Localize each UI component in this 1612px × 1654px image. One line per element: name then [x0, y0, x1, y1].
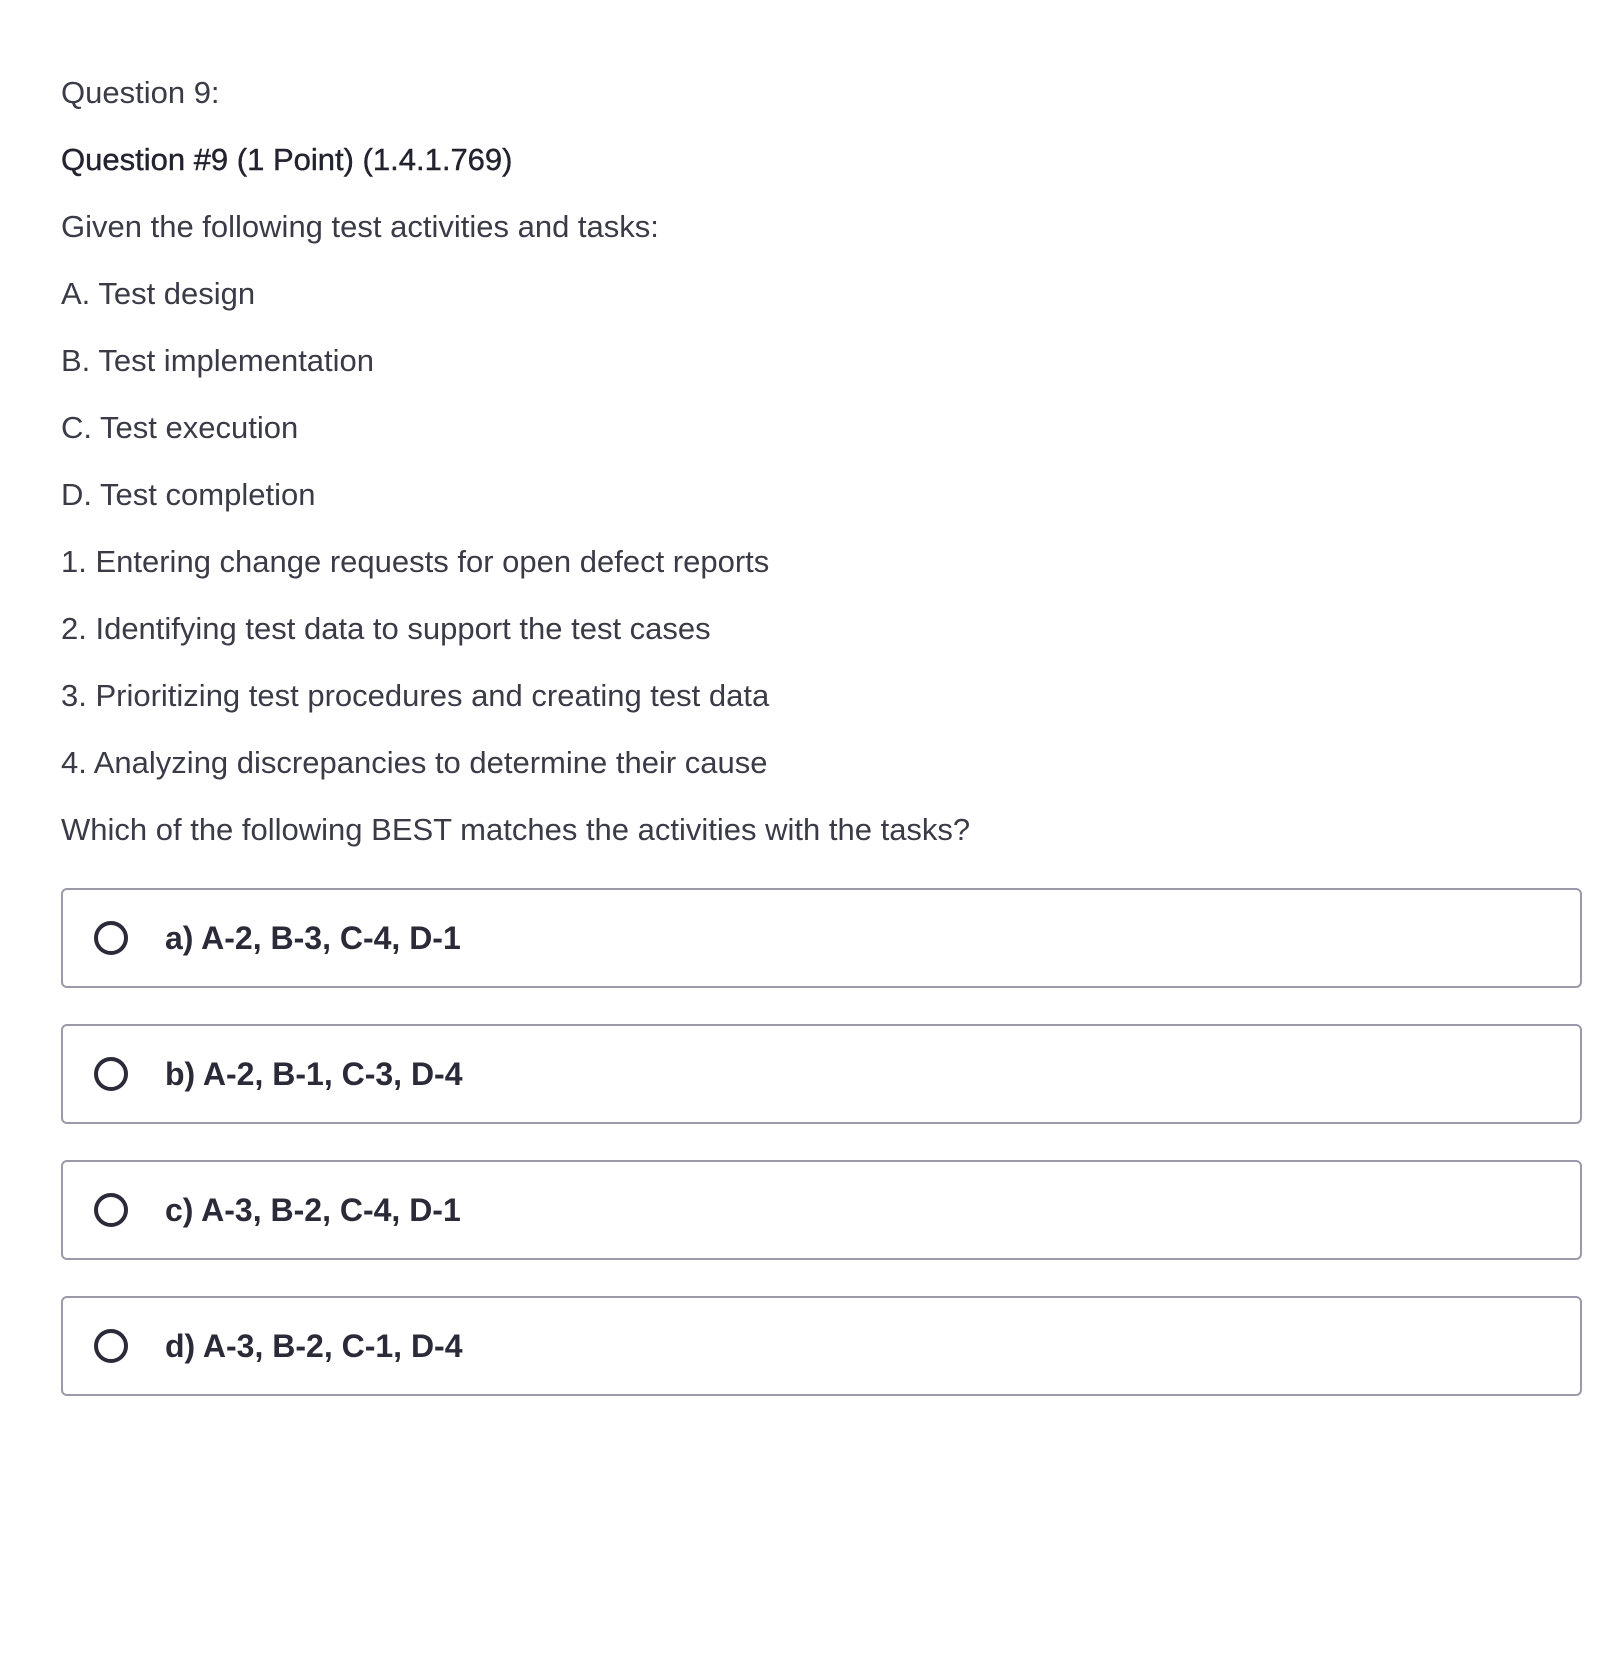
option-label: c) A-3, B-2, C-4, D-1 — [165, 1192, 461, 1228]
question-label: Question 9: — [61, 75, 220, 110]
option-label: b) A-2, B-1, C-3, D-4 — [165, 1056, 463, 1092]
answer-option-b[interactable] — [61, 1024, 1582, 1124]
radio-button-icon[interactable] — [94, 1057, 128, 1091]
answer-option-c[interactable] — [61, 1160, 1582, 1260]
radio-button-icon[interactable] — [94, 921, 128, 955]
activity-a: A. Test design — [61, 276, 256, 311]
question-header: Question #9 (1 Point) (1.4.1.769) — [61, 142, 513, 177]
task-2: 2. Identifying test data to support the test cases — [61, 611, 711, 646]
activity-d: D. Test completion — [61, 477, 316, 512]
task-4: 4. Analyzing discrepancies to determine their cause — [61, 745, 768, 780]
question-intro: Given the following test activities and tasks: — [61, 209, 659, 244]
activity-c: C. Test execution — [61, 410, 299, 445]
radio-button-icon[interactable] — [94, 1329, 128, 1363]
option-label: d) A-3, B-2, C-1, D-4 — [165, 1328, 463, 1364]
option-label: a) A-2, B-3, C-4, D-1 — [165, 920, 461, 956]
activity-b: B. Test implementation — [61, 343, 375, 378]
radio-button-icon[interactable] — [94, 1193, 128, 1227]
answer-option-d[interactable] — [61, 1296, 1582, 1396]
task-1: 1. Entering change requests for open defect reports — [61, 544, 770, 579]
question-prompt: Which of the following BEST matches the activities with the tasks? — [61, 812, 971, 847]
task-3: 3. Prioritizing test procedures and creating test data — [61, 678, 770, 713]
answer-option-a[interactable] — [61, 888, 1582, 988]
